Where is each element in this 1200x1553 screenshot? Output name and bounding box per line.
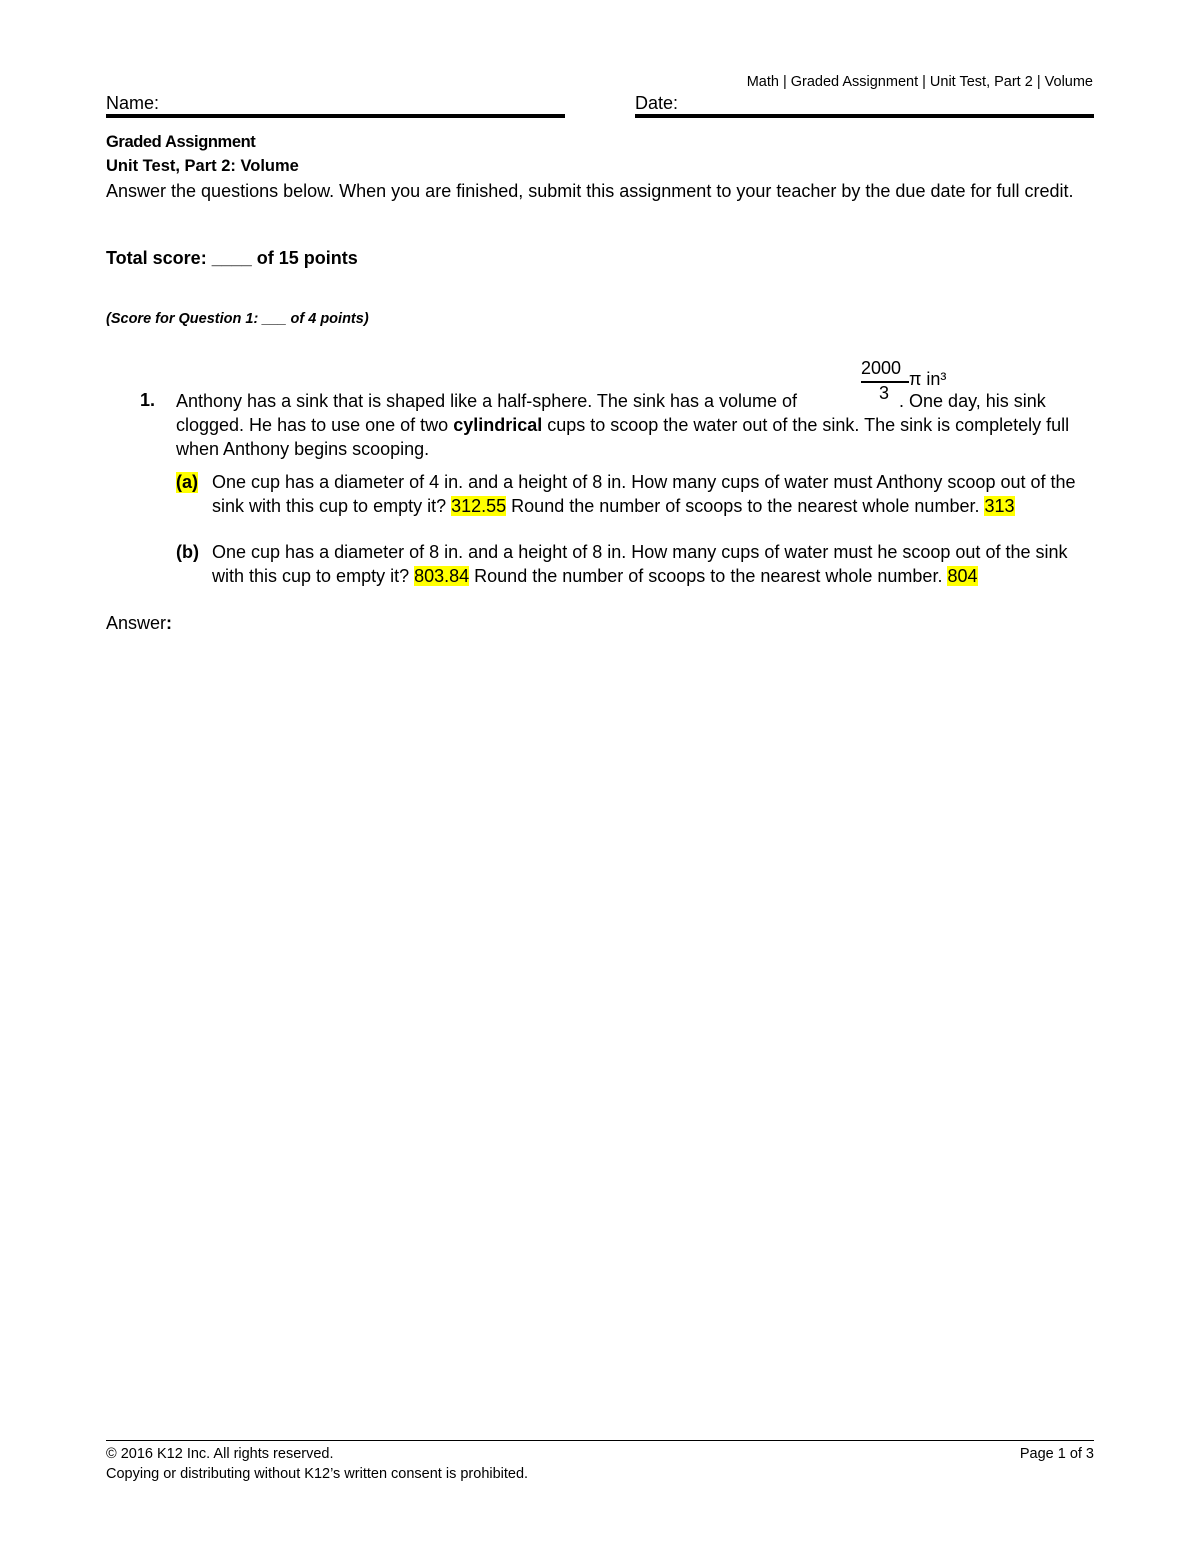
answer-label-colon: : — [166, 613, 173, 633]
instructions: Answer the questions below. When you are finished, submit this assignment to your teacher by the due date for full credit. — [106, 181, 1074, 201]
part-b-text-1: One cup has a diameter of 8 in. and a height of 8 in. How many cups of water must he scoop out of the sink with this cup to empty it? — [212, 542, 1068, 586]
header-breadcrumb: Math | Graded Assignment | Unit Test, Part 2 | Volume — [746, 74, 1093, 90]
part-a-text — [212, 471, 1092, 518]
fraction-denominator: 3 — [879, 383, 890, 403]
part-a-answer-2: 313 — [984, 495, 1015, 516]
date-label: Date: — [635, 93, 679, 113]
date-field-line — [635, 114, 1094, 118]
part-b-text-2: Round the number of scoops to the nearest whole number. — [469, 565, 948, 586]
footer-notice: Copying or distributing without K12’s written consent is prohibited. — [106, 1466, 529, 1482]
part-b-answer-1: 803.84 — [414, 565, 470, 586]
question-text-end: cups to scoop the water out of the sink. The sink is completely full when Anthony begins scooping. — [176, 415, 1070, 459]
page-number: Page 1 of 3 — [1019, 1446, 1094, 1462]
volume-unit: π in³ — [909, 369, 947, 389]
question-number: 1. — [140, 390, 156, 410]
total-score: Total score: ____ of 15 points — [106, 248, 358, 268]
question-bold-word: cylindrical — [453, 415, 543, 435]
answer-label-text: Answer — [106, 613, 167, 633]
part-b-answer-2: 804 — [947, 565, 978, 586]
question-text — [176, 389, 1094, 461]
document-subtitle: Unit Test, Part 2: Volume — [106, 157, 299, 175]
name-label: Name: — [106, 93, 160, 113]
footer-copyright: © 2016 K12 Inc. All rights reserved. — [106, 1446, 334, 1462]
document-title: Graded Assignment — [106, 133, 256, 151]
footer-divider — [106, 1440, 1094, 1441]
answer-label — [106, 613, 172, 634]
part-a-text-1: One cup has a diameter of 4 in. and a height of 8 in. How many cups of water must Anthony scoop out of the sink with this cup to empty it? — [212, 472, 1076, 516]
part-a-answer-1: 312.55 — [451, 495, 507, 516]
fraction-numerator: 2000 — [861, 358, 902, 378]
question-text-intro: Anthony has a sink that is shaped like a half-sphere. The sink has a volume of — [176, 391, 798, 411]
part-b-label: (b) — [176, 542, 199, 562]
question-text-cont: . One day, his sink clogged. He has to use one of two — [176, 391, 1046, 435]
question-score: (Score for Question 1: ___ of 4 points) — [106, 311, 369, 327]
part-a-label: (a) — [176, 472, 198, 492]
part-b-text — [212, 541, 1092, 588]
name-field-line — [106, 114, 565, 118]
part-a-text-2: Round the number of scoops to the nearest whole number. — [506, 495, 985, 516]
